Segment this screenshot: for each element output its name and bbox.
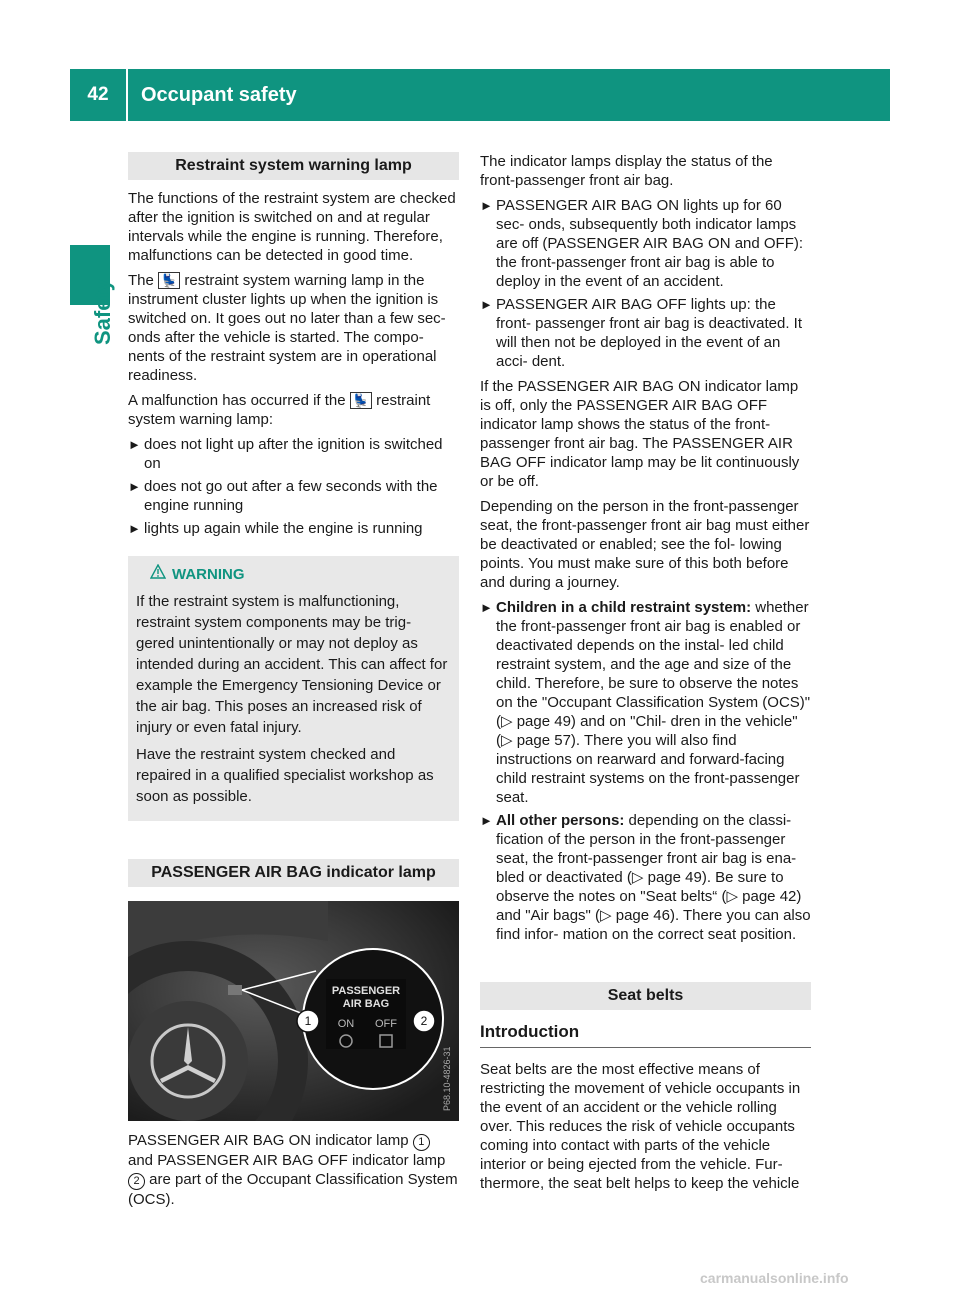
section-title-seat-belts: Seat belts (480, 982, 811, 1010)
paragraph (128, 391, 459, 429)
paragraph-text: The (128, 272, 154, 289)
paragraph-text: A malfunction has occurred if the (128, 392, 346, 409)
bullet-list (128, 435, 459, 538)
page-number: 42 (87, 84, 109, 105)
bullet-icon: ► (480, 600, 493, 615)
warning-text: Have the restraint system checked and repaired in a qualified specialist workshop as soon as possible. (136, 746, 434, 805)
callout-number: 2 (128, 1173, 145, 1190)
list-item-text: lights up again while the engine is running (144, 520, 423, 537)
airbag-warning-icon: 💺 (158, 272, 180, 289)
list-item-text: whether the front-passenger front air bag is enabled or deactivated depends on the instal- led child restraint system, and the age and size of the child. Therefore, be sure to observe the notes on the "Occupant Classification System (OCS)" (▷ page 49) and on "Chil- dren in the vehicle" (▷ page 57). There you will also find instructions on rearward and forward-facing child restraint systems on the front-passenger seat. (496, 599, 811, 806)
paragraph: The indicator lamps display the status of the front-passenger front air bag. (480, 153, 773, 189)
right-column (480, 152, 811, 1199)
warning-box (128, 556, 459, 821)
warning-text: If the restraint system is malfunctioning, restraint system components may be trig- gered unintentionally or may not deploy as intended during an accident. This can affect for example the Emergency Tensioning Device or the air bag. This poses an increased risk of injury or even fatal injury. (136, 593, 448, 736)
paragraph: Seat belts are the most effective means of restricting the movement of vehicle occupants in the event of an accident or the vehicle rolling over. This reduces the risk of vehicle occupants coming into contact with parts of the vehicle interior or being ejected from the vehicle. Fur- thermore, the seat belt helps to keep the vehicle (480, 1061, 801, 1192)
warning-title: WARNING (172, 566, 245, 583)
callout-1: 1 (304, 1014, 312, 1028)
bullet-icon: ► (480, 297, 493, 312)
section-title-passenger-airbag: PASSENGER AIR BAG indicator lamp (128, 859, 459, 887)
bullet-icon: ► (128, 479, 141, 494)
paragraph-text: restraint system warning lamp in the instrument cluster lights up when the ignition is switched on. It goes out no later than a few sec- onds after the vehicle is started. The compo- nents of the restraint system are in operational readiness. (128, 272, 446, 384)
airbag-warning-icon: 💺 (350, 392, 372, 409)
list-item-heading: Children in a child restraint system: (496, 599, 752, 616)
figure-caption (128, 1131, 459, 1209)
bullet-icon: ► (480, 813, 493, 828)
bullet-list (480, 598, 811, 944)
warning-triangle-icon (150, 564, 166, 585)
list-item (480, 196, 811, 291)
page-title: Occupant safety (141, 84, 297, 106)
paragraph: The functions of the restraint system are checked after the ignition is switched on and at regular intervals while the engine is running. Therefore, malfunctions can be detected in good time. (128, 190, 456, 264)
on-label: ON (337, 1018, 355, 1030)
callout-number: 1 (413, 1134, 430, 1151)
off-label: OFF (375, 1018, 397, 1030)
header-divider (126, 69, 128, 121)
caption-text: and PASSENGER AIR BAG OFF indicator lamp (128, 1152, 446, 1169)
section-title-restraint-lamp: Restraint system warning lamp (128, 152, 459, 180)
list-item-heading: All other persons: (496, 812, 625, 829)
list-item-text: does not go out after a few seconds with the engine running (144, 478, 438, 514)
list-item-text: PASSENGER AIR BAG OFF lights up: the front- passenger front air bag is deactivated. It will then not be deployed in the event of an acci- dent. (496, 296, 802, 370)
list-item (128, 519, 459, 538)
warning-heading (136, 564, 451, 585)
panel-label: PASSENGER (331, 985, 401, 997)
bullet-icon: ► (128, 437, 141, 452)
bullet-list (480, 196, 811, 371)
list-item-text: does not light up after the ignition is switched on (144, 436, 443, 472)
caption-text: PASSENGER AIR BAG ON indicator lamp (128, 1132, 409, 1149)
panel-label: AIR BAG (342, 998, 390, 1010)
list-item (480, 811, 811, 944)
list-item (480, 598, 811, 807)
paragraph: If the PASSENGER AIR BAG ON indicator lamp is off, only the PASSENGER AIR BAG OFF indicator lamp shows the status of the front-passenger front air bag. The PASSENGER AIR BAG OFF indicator lamp may be lit continuously or be off. (480, 378, 800, 490)
bullet-icon: ► (128, 521, 141, 536)
list-item-text: PASSENGER AIR BAG ON lights up for 60 sec- onds, subsequently both indicator lamps are off (PASSENGER AIR BAG ON and OFF): the front-passenger front air bag is able to deploy in the event of an accident. (496, 197, 804, 290)
list-item-text: depending on the classi- fication of the person in the front-passenger seat, the front-passenger front air bag is ena- bled or deactivated (▷ page 49). Be sure to observe the notes on "Seat belts“ (▷ page 42) and "Air bags" (▷ page 46). There you can also find infor- mation on the correct seat position. (496, 812, 811, 943)
footer-watermark: carmanualsonline.info (700, 1270, 849, 1286)
side-tab-label: Safety (90, 278, 115, 345)
paragraph (128, 271, 459, 385)
figure-code: P68.10-4826-31 (442, 1046, 452, 1111)
subsection-title-introduction: Introduction (480, 1022, 811, 1048)
paragraph-text: restraint system warning lamp: (128, 392, 431, 428)
dashboard-photo (128, 901, 459, 1121)
list-item (128, 477, 459, 515)
callout-2: 2 (420, 1014, 428, 1028)
list-item (480, 295, 811, 371)
list-item (128, 435, 459, 473)
left-column (128, 152, 459, 1215)
paragraph: Depending on the person in the front-passenger seat, the front-passenger front air bag must either be deactivated or enabled; see the fol- lowing points. You must make sure of this both before and during a journey. (480, 498, 810, 591)
bullet-icon: ► (480, 198, 493, 213)
caption-text: are part of the Occupant Classification System (OCS). (128, 1171, 458, 1208)
